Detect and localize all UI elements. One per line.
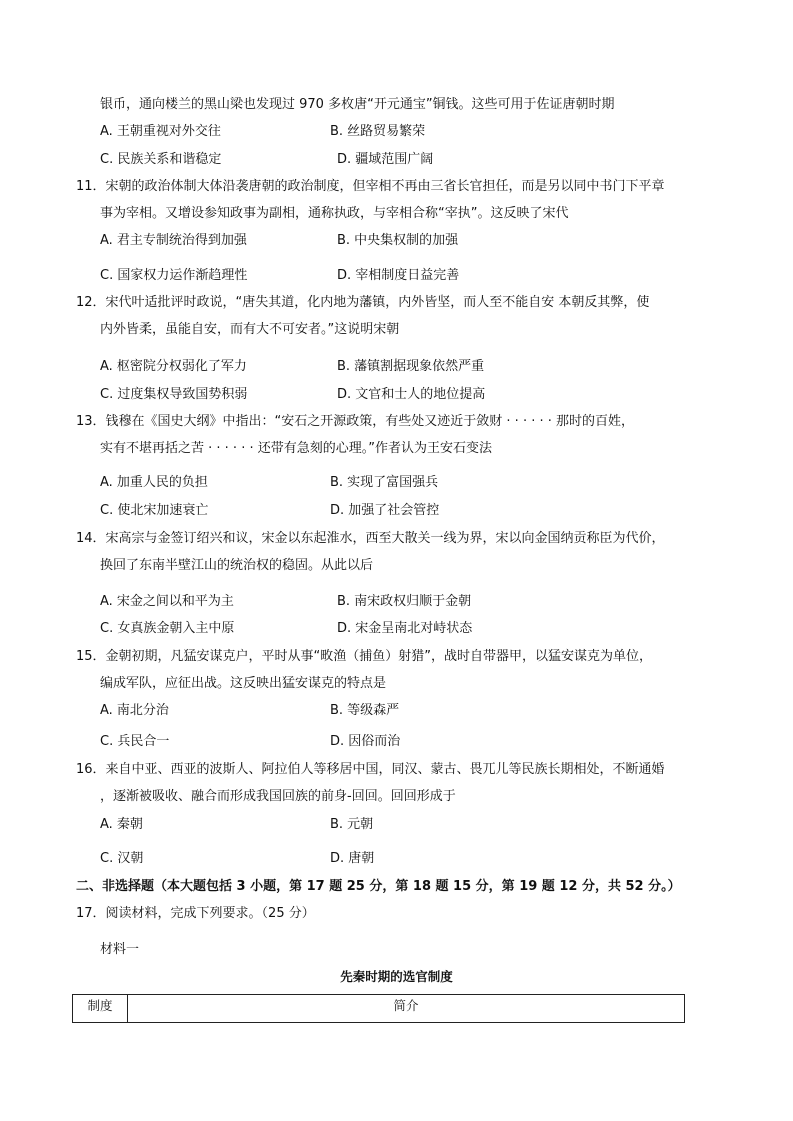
q15-stem-line1: 15．金朝初期，凡猛安谋克户，平时从事“畋渔（捕鱼）射猎”，战时自带器甲，以猛安谋克为单位， — [76, 649, 653, 664]
q14-option-c: C. 女真族金朝入主中原 — [100, 621, 235, 636]
q13-option-a: A. 加重人民的负担 — [100, 475, 208, 490]
q10-option-a: A. 王朝重视对外交往 — [100, 124, 221, 139]
intro-line: 银币，通向楼兰的黑山梁也发现过 970 多枚唐“开元通宝”铜钱。这些可用于佐证唐朝时期 — [100, 97, 615, 112]
section-2-heading: 二、非选择题（本大题包括 3 小题，第 17 题 25 分，第 18 题 15 分，第 19 题 12 分，共 52 分。） — [76, 879, 681, 894]
q15-option-c: C. 兵民合一 — [100, 734, 170, 749]
q10-option-b: B. 丝路贸易繁荣 — [330, 124, 426, 139]
q16-option-c: C. 汉朝 — [100, 851, 144, 866]
q13-option-d: D. 加强了社会管控 — [330, 503, 440, 518]
q15-option-a: A. 南北分治 — [100, 703, 169, 718]
q13-option-c: C. 使北宋加速衰亡 — [100, 503, 209, 518]
table-header-intro: 简介 — [128, 995, 685, 1023]
q16-option-a: A. 秦朝 — [100, 817, 143, 832]
q13-option-b: B. 实现了富国强兵 — [330, 475, 439, 490]
q12-stem-line2: 内外皆柔，虽能自安，而有大不可安者。”这说明宋朝 — [100, 322, 400, 337]
q16-option-b: B. 元朝 — [330, 817, 374, 832]
q15-option-b: B. 等级森严 — [330, 703, 400, 718]
q15-option-d: D. 因俗而治 — [330, 734, 401, 749]
q16-option-d: D. 唐朝 — [330, 851, 375, 866]
table-header-system: 制度 — [73, 995, 128, 1023]
table-header-row — [73, 995, 685, 1023]
q12-option-a: A. 枢密院分权弱化了军力 — [100, 359, 247, 374]
q11-stem-line1: 11．宋朝的政治体制大体沿袭唐朝的政治制度，但宰相不再由三省长官担任，而是另以同中书门下平章 — [76, 179, 665, 194]
q12-option-c: C. 过度集权导致国势积弱 — [100, 387, 248, 402]
q12-stem-line1: 12．宋代叶适批评时政说，“唐失其道，化内地为藩镇，内外皆坚，而人至不能自安 本朝反其弊，使 — [76, 295, 650, 310]
q11-option-a: A. 君主专制统治得到加强 — [100, 233, 247, 248]
q13-stem-line1: 13．钱穆在《国史大纲》中指出：“安石之开源政策，有些处又迹近于敛财 · · · · · · 那时的百姓， — [76, 414, 634, 429]
q14-stem-line2: 换回了东南半壁江山的统治权的稳固。从此以后 — [100, 558, 374, 573]
q11-stem-line2: 事为宰相。又增设参知政事为副相，通称执政，与宰相合称“宰执”。这反映了宋代 — [100, 206, 569, 221]
q10-option-d: D. 疆域范围广阔 — [337, 152, 434, 167]
selection-system-table — [72, 994, 685, 1023]
q15-stem-line2: 编成军队，应征出战。这反映出猛安谋克的特点是 — [100, 676, 387, 691]
q16-stem-line1: 16．来自中亚、西亚的波斯人、阿拉伯人等移居中国，同汉、蒙古、畏兀儿等民族长期相处，不断通婚 — [76, 762, 665, 777]
q10-option-c: C. 民族关系和谐稳定 — [100, 152, 222, 167]
q14-stem-line1: 14．宋高宗与金签订绍兴和议，宋金以东起淮水，西至大散关一线为界，宋以向金国纳贡称臣为代价， — [76, 531, 665, 546]
q14-option-d: D. 宋金呈南北对峙状态 — [337, 621, 473, 636]
q17-stem: 17．阅读材料，完成下列要求。（25 分） — [76, 906, 315, 921]
q11-option-d: D. 宰相制度日益完善 — [337, 268, 460, 283]
table-caption: 先秦时期的选官制度 — [340, 969, 453, 984]
q14-option-a: A. 宋金之间以和平为主 — [100, 594, 234, 609]
q11-option-c: C. 国家权力运作渐趋理性 — [100, 268, 248, 283]
q14-option-b: B. 南宋政权归顺于金朝 — [337, 594, 472, 609]
q13-stem-line2: 实有不堪再括之苦 · · · · · · 还带有急刻的心理。”作者认为王安石变法 — [100, 441, 492, 456]
q12-option-d: D. 文官和士人的地位提高 — [337, 387, 486, 402]
q16-stem-line2: ，逐渐被吸收、融合而形成我国回族的前身-回回。回回形成于 — [100, 789, 456, 804]
material-1-label: 材料一 — [100, 942, 140, 957]
q12-option-b: B. 藩镇割据现象依然严重 — [337, 359, 485, 374]
q11-option-b: B. 中央集权制的加强 — [337, 233, 459, 248]
